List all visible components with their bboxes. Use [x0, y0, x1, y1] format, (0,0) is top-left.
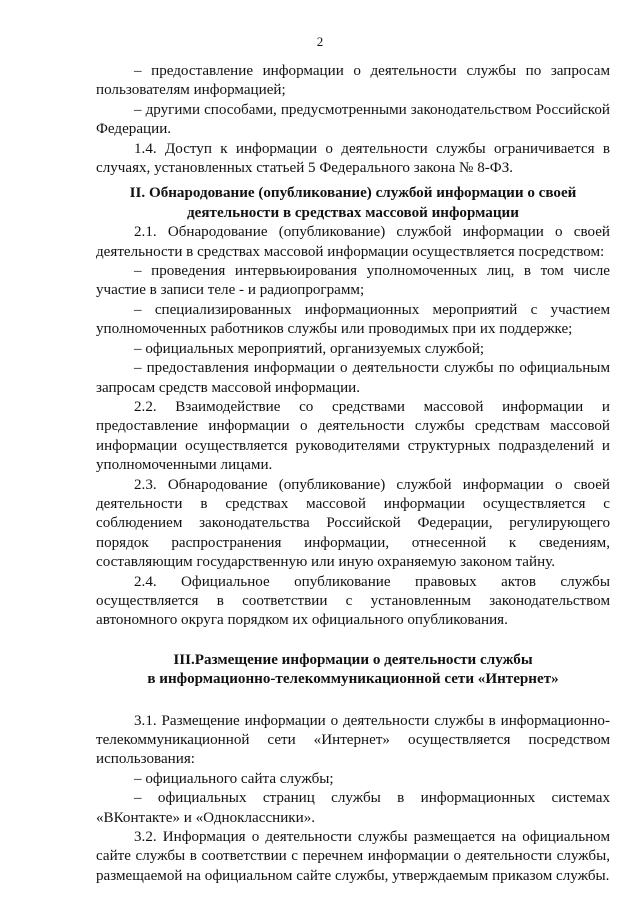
section-heading-line-1: III.Размещение информации о деятельности службы — [173, 651, 533, 668]
list-item: – проведения интервьюирования уполномоченных лиц, в том числе участие в записи теле - и радиопрограмм; — [96, 263, 610, 299]
list-item: – официальных мероприятий, организуемых службой; — [134, 340, 485, 357]
paragraph: 2.1. Обнародование (опубликование) службой информации о своей деятельности в средствах массовой информации осуществляется посредством: — [96, 224, 610, 260]
paragraph: 1.4. Доступ к информации о деятельности службы ограничивается в случаях, установленных статьей 5 Федерального закона № 8-ФЗ. — [96, 140, 610, 177]
list-item: – официальных страниц службы в информационных системах «ВКонтакте» и «Одноклассники». — [96, 790, 610, 826]
paragraph: 2.2. Взаимодействие со средствами массовой информации и предоставление информации о деятельности службы средствам массовой информации осуществляется руководителями структурных подразделений и уполномоченными лицами. — [96, 398, 610, 474]
document-body — [96, 62, 610, 886]
paragraph: 2.3. Обнародование (опубликование) службой информации о своей деятельности в средствах массовой информации осуществляется с соблюдением законодательства Российской Федерации, регулирующего порядок распространения информации, отнесенной к сведениям, составляющим государственную или иную охраняемую законом тайну. — [96, 476, 610, 571]
page-number: 2 — [316, 34, 324, 49]
paragraph: 3.2. Информация о деятельности службы размещается на официальном сайте службы в соответствии с перечнем информации о деятельности службы, размещаемой на официальном сайте службы, утверждаемым приказом службы. — [96, 829, 610, 884]
paragraph: 3.1. Размещение информации о деятельности службы в информационно-телекоммуникационной сети «Интернет» осуществляется посредством использования: — [96, 712, 610, 768]
list-item: – официального сайта службы; — [134, 770, 334, 787]
paragraph: – другими способами, предусмотренными законодательством Российской Федерации. — [96, 101, 610, 138]
list-item: – специализированных информационных мероприятий с участием уполномоченных работников службы или проводимых при их поддержке; — [96, 301, 610, 338]
section-heading-line-2: в информационно-телекоммуникационной сети «Интернет» — [147, 671, 559, 688]
paragraph: – предоставление информации о деятельности службы по запросам пользователям информацией; — [96, 63, 610, 99]
list-item: – предоставления информации о деятельности службы по официальным запросам средств массовой информации. — [96, 360, 610, 396]
section-heading: II. Обнародование (опубликование) службой информации о своей деятельности в средствах массовой информации — [129, 185, 577, 221]
paragraph: 2.4. Официальное опубликование правовых актов службы осуществляется в соответствии с установленным законодательством автономного округа порядком их официального опубликования. — [96, 573, 610, 629]
